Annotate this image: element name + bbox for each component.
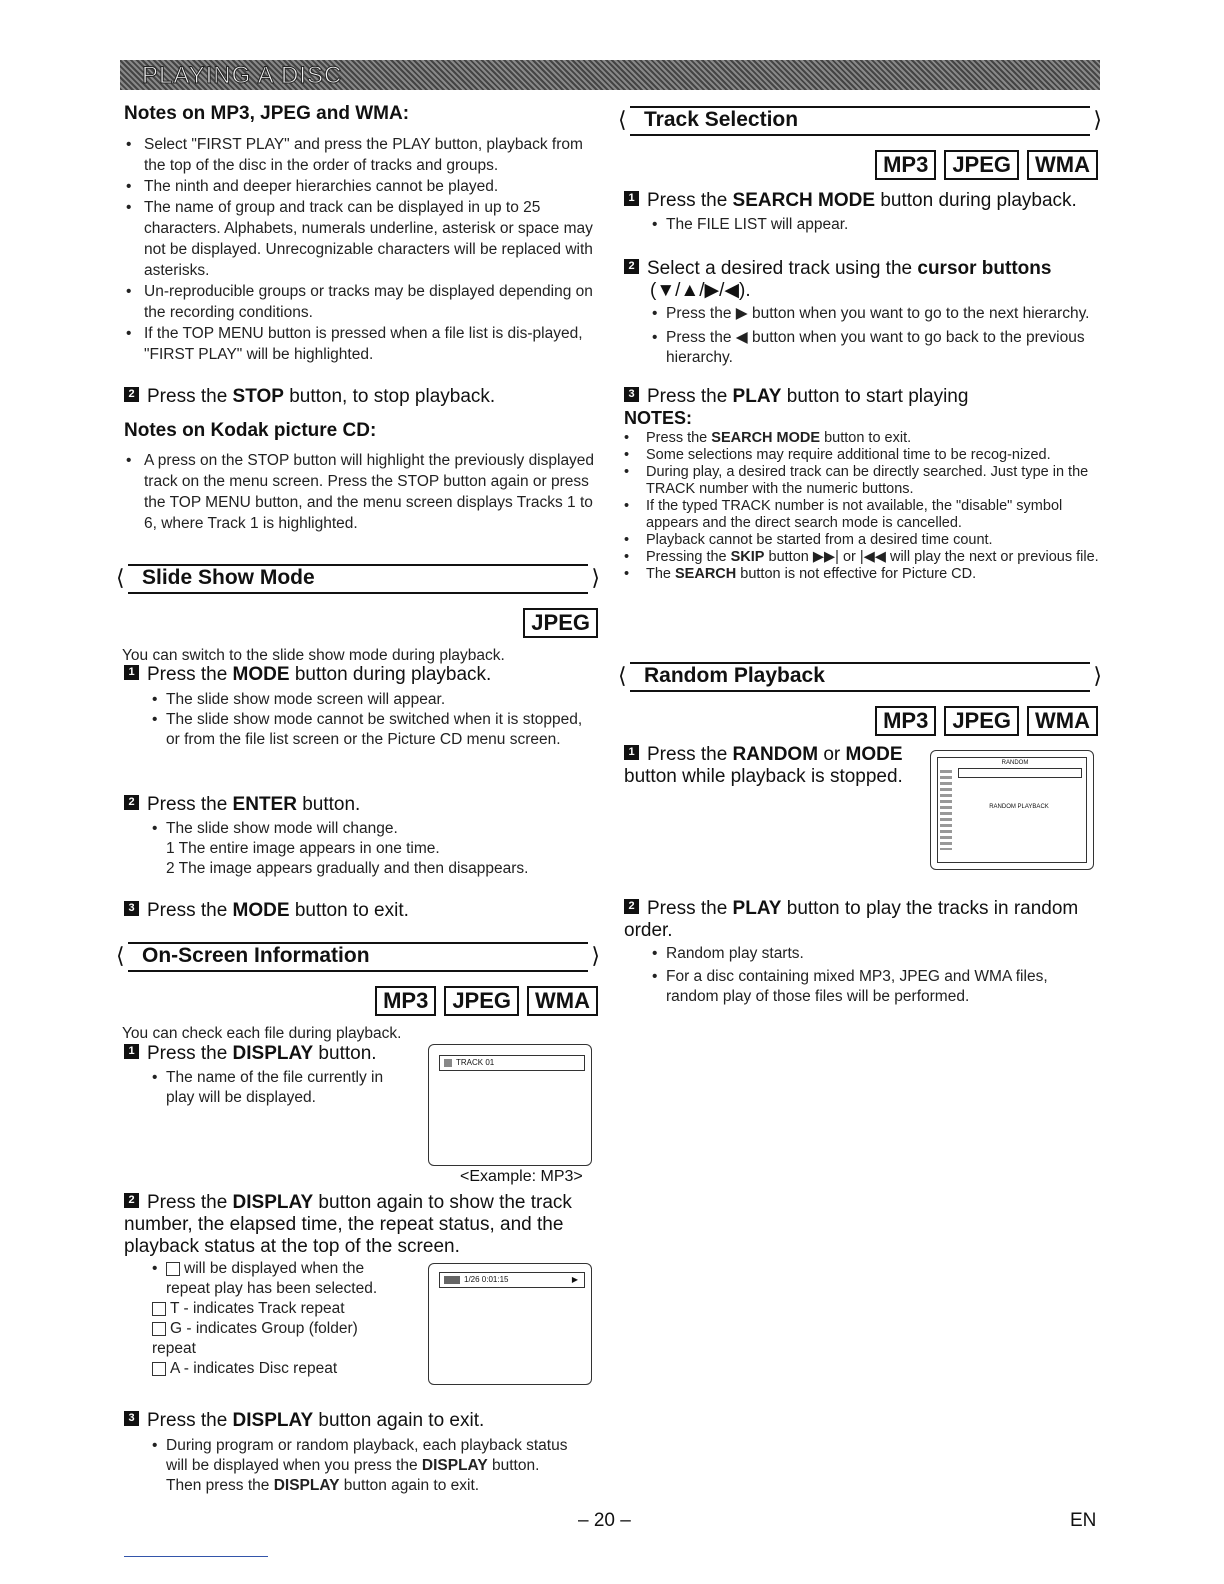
chevron-left-icon: ⟨ <box>116 565 125 590</box>
track-step-1-sub: • The FILE LIST will appear. <box>652 215 1092 235</box>
list-item: • Playback cannot be started from a desired time count. <box>624 532 1100 549</box>
screen-title: RANDOM <box>1001 760 1029 766</box>
onscreen-step-3: 3 Press the DISPLAY button again to exit. <box>124 1410 484 1432</box>
mp3-notes-heading: Notes on MP3, JPEG and WMA: <box>124 103 410 124</box>
list-item: • Some selections may require additional time to be recog-nized. <box>624 447 1100 464</box>
random-screen <box>930 750 1094 870</box>
track-notes-list <box>624 430 1100 583</box>
repeat-icon <box>152 1322 166 1336</box>
display-screen-example <box>428 1044 592 1166</box>
onscreen-step-1-sub: • The name of the file currently in play will be displayed. <box>152 1068 414 1108</box>
chevron-right-icon: ⟩ <box>1093 663 1102 688</box>
onscreen-step-2-sub: • will be displayed when the repeat play has been selected. T - indicates Track repeat G - indicates Group (folder) repeat A - indicates Disc repeat <box>152 1259 404 1379</box>
onscreen-intro: You can check each file during playback. <box>122 1025 402 1042</box>
banner-title: PLAYING A DISC <box>142 62 343 89</box>
repeat-icon <box>152 1362 166 1376</box>
mp3-icon <box>444 1276 460 1284</box>
track-selection-tags: MP3 JPEG WMA <box>800 150 1098 180</box>
slide-step-3: 3 Press the MODE button to exit. <box>124 900 409 922</box>
random-step-2: 2 Press the PLAY button to play the tracks in random order. <box>624 898 1079 941</box>
slide-show-tags <box>300 608 598 638</box>
tree-icon <box>940 770 952 850</box>
chevron-right-icon: ⟩ <box>1093 107 1102 132</box>
mp3-notes-list <box>124 134 600 365</box>
random-step-2-subs: • Random play starts. • For a disc containing mixed MP3, JPEG and WMA files, random play of those files will be performed. <box>652 944 1072 1007</box>
section-title: Random Playback <box>644 664 825 687</box>
slide-step-2-subs: • The slide show mode will change. 1 The entire image appears in one time. 2 The image appears gradually and then disappears. <box>152 819 592 879</box>
list-item: • If the TOP MENU button is pressed when a file list is dis-played, "FIRST PLAY" will be highlighted. <box>124 323 600 365</box>
folder-icon <box>444 1059 452 1067</box>
screen-text: RANDOM PLAYBACK <box>989 804 1049 810</box>
list-item: • Press the SEARCH MODE button to exit. <box>624 430 1100 447</box>
onscreen-tags: MP3 JPEG WMA <box>300 986 598 1016</box>
random-header <box>618 662 1102 692</box>
play-icon: ▶ <box>571 1275 578 1284</box>
track-step-3: 3 Press the PLAY button to start playing <box>624 386 968 408</box>
list-item: • A press on the STOP button will highlight the previously displayed track on the menu screen. Press the STOP button again or press the TOP MENU button, and the menu screen displays Tracks 1 to 6, where Track 1 is highlighted. <box>124 450 600 534</box>
list-item: • Un-reproducible groups or tracks may be displayed depending on the recording conditions. <box>124 281 600 323</box>
list-item: • During play, a desired track can be directly searched. Just type in the TRACK number with the numeric buttons. <box>624 464 1100 498</box>
notes-heading: NOTES: <box>624 408 693 428</box>
slide-step-1: 1 Press the MODE button during playback. <box>124 664 491 686</box>
kodak-notes-heading: Notes on Kodak picture CD: <box>124 420 377 441</box>
section-title: On-Screen Information <box>142 944 370 967</box>
repeat-icon <box>152 1302 166 1316</box>
list-item: • Select "FIRST PLAY" and press the PLAY button, playback from the top of the disc in the order of tracks and groups. <box>124 134 600 176</box>
onscreen-header <box>116 942 600 972</box>
repeat-icon <box>166 1262 180 1276</box>
track-step-2: 2 Select a desired track using the cursor buttons (▼/▲/▶/◀). <box>624 258 1096 302</box>
footer-divider <box>124 1556 268 1557</box>
chevron-left-icon: ⟨ <box>116 943 125 968</box>
section-banner <box>120 60 1100 90</box>
screen-track-text: TRACK 01 <box>456 1058 495 1067</box>
page-number: – 20 – <box>578 1510 631 1531</box>
example-caption: <Example: MP3> <box>460 1168 583 1185</box>
language-label: EN <box>1070 1510 1097 1531</box>
stop-step: 2 Press the STOP button, to stop playback. <box>124 386 495 408</box>
random-tags: MP3 JPEG WMA <box>800 706 1098 736</box>
kodak-notes-list <box>124 450 600 534</box>
screen-status-text: 1/26 0:01:15 <box>464 1275 509 1284</box>
track-selection-header <box>618 106 1102 136</box>
chevron-left-icon: ⟨ <box>618 663 627 688</box>
list-item: • The name of group and track can be displayed in up to 25 characters. Alphabets, numerals underline, asterisk or space may not be displayed. Unrecognizable characters will be replaced with asterisks. <box>124 197 600 281</box>
random-step-1: 1 Press the RANDOM or MODE button while playback is stopped. <box>624 744 903 787</box>
step-number: 2 <box>124 387 139 402</box>
onscreen-step-3-sub: • During program or random playback, each playback status will be displayed when you press the DISPLAY button. Then press the DISPLAY button again to exit. <box>152 1436 572 1496</box>
slide-step-2: 2 Press the ENTER button. <box>124 794 360 816</box>
list-item: • Pressing the SKIP button ▶▶| or |◀◀ will play the next or previous file. <box>624 549 1100 566</box>
slide-step-1-subs: • The slide show mode screen will appear. • The slide show mode cannot be switched when it is stopped, or from the file list screen or the Picture CD menu screen. <box>152 690 592 750</box>
section-title: Track Selection <box>644 108 799 131</box>
list-item: • The SEARCH button is not effective for Picture CD. <box>624 566 1100 583</box>
onscreen-step-1: 1 Press the DISPLAY button. <box>124 1043 377 1065</box>
track-step-2-subs: • Press the ▶ button when you want to go to the next hierarchy. • Press the ◀ button when you want to go back to the previous hierarchy. <box>652 304 1092 368</box>
slide-show-header <box>116 564 600 594</box>
list-item: • The ninth and deeper hierarchies cannot be played. <box>124 176 600 197</box>
track-step-1: 1 Press the SEARCH MODE button during playback. <box>624 190 1077 212</box>
list-item: • If the typed TRACK number is not available, the "disable" symbol appears and the direct search mode is cancelled. <box>624 498 1100 532</box>
display-screen-status <box>428 1263 592 1385</box>
onscreen-step-2: 2 Press the DISPLAY button again to show the track number, the elapsed time, the repeat status, and the playback status at the top of the screen. <box>124 1192 572 1257</box>
slide-show-intro: You can switch to the slide show mode during playback. <box>122 647 505 664</box>
section-title: Slide Show Mode <box>142 566 315 589</box>
format-tag: JPEG <box>523 608 598 638</box>
chevron-right-icon: ⟩ <box>591 943 600 968</box>
chevron-right-icon: ⟩ <box>591 565 600 590</box>
chevron-left-icon: ⟨ <box>618 107 627 132</box>
